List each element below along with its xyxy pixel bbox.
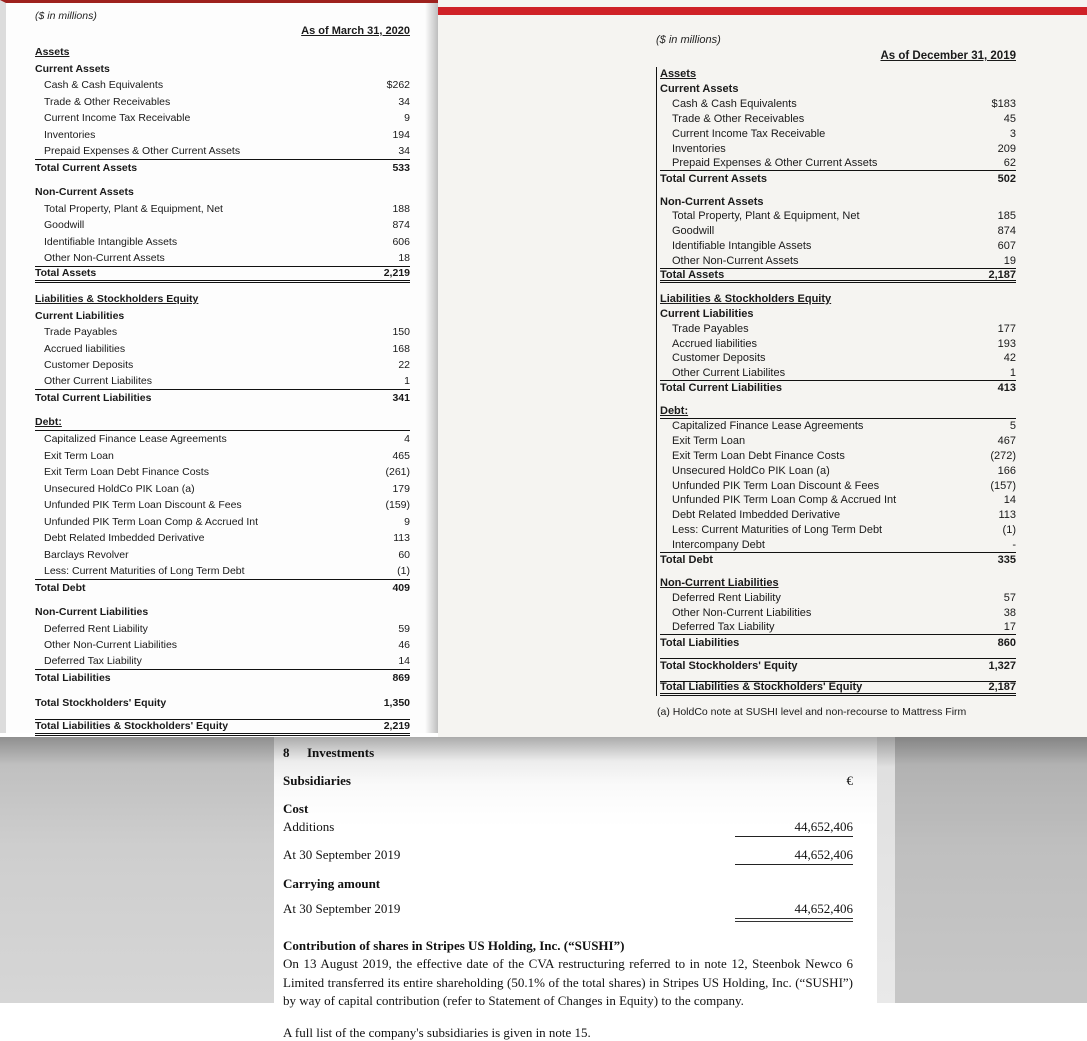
table-row: [35, 217, 410, 234]
row-label: Other Current Liabilites: [672, 366, 786, 379]
subsidiaries-label: Subsidiaries: [283, 773, 351, 788]
band-right-shade: [895, 737, 1087, 1003]
row-label: Deferred Rent Liability: [672, 591, 781, 604]
row-label: Total Current Assets: [35, 161, 138, 174]
row-label: Liabilities & Stockholders Equity: [35, 293, 199, 306]
red-divider-bar: [438, 7, 1087, 15]
row-label: Prepaid Expenses & Other Current Assets: [672, 157, 878, 170]
row-value: 3: [1009, 128, 1016, 140]
row-label: Unfunded PIK Term Loan Comp & Accrued Int: [672, 494, 897, 507]
row-spacer: [35, 176, 410, 184]
table-row: [660, 590, 1016, 605]
row-value: 502: [997, 172, 1016, 185]
contribution-paragraph: On 13 August 2019, the effective date of the CVA restructuring referred to in note 12, Steenbok Newco 6 Limited transferred its entire shareholding (50.1% of the total shares) in Stripes US Holding, Inc. (“SUSHI”) by way of capital contribution (refer to Statement of Changes in Equity) to the company.: [283, 956, 853, 1008]
balance-sheet-december-2019: [656, 34, 1016, 718]
row-value: 874: [392, 219, 410, 232]
row-value: 465: [392, 449, 410, 462]
row-label: Current Liabilities: [660, 307, 754, 320]
table-row: [35, 464, 410, 481]
table-row: [660, 291, 1016, 306]
row-label: Total Liabilities & Stockholders' Equity: [35, 720, 229, 733]
row-value: 606: [392, 235, 410, 248]
table-row: [660, 508, 1016, 523]
row-value: 60: [398, 548, 410, 561]
table-row: [283, 847, 853, 865]
row-label: Current Assets: [35, 62, 110, 75]
table-row: [35, 448, 410, 465]
row-label: Unsecured HoldCo PIK Loan (a): [44, 482, 195, 495]
row-label: Identifiable Intangible Assets: [672, 240, 812, 253]
row-spacer: [35, 407, 410, 415]
table-row: [35, 341, 410, 358]
table-row: [660, 269, 1016, 284]
row-label: Total Stockholders' Equity: [35, 696, 167, 709]
row-label: Prepaid Expenses & Other Current Assets: [44, 144, 241, 157]
table-row: [660, 658, 1016, 673]
additions-value: 44,652,406: [735, 819, 853, 837]
row-value: 113: [998, 509, 1016, 522]
table-row: [660, 478, 1016, 493]
table-row: [35, 415, 410, 432]
row-label: Goodwill: [44, 219, 85, 232]
additions-label: Additions: [283, 819, 335, 834]
row-label: Deferred Tax Liability: [44, 655, 142, 668]
carrying-amount-label: Carrying amount: [283, 876, 381, 891]
table-row: [660, 194, 1016, 209]
row-spacer: [35, 596, 410, 604]
table-row: [660, 224, 1016, 239]
row-label: Trade & Other Receivables: [44, 95, 171, 108]
row-label: Deferred Rent Liability: [44, 622, 148, 635]
row-label: Debt Related Imbedded Derivative: [672, 509, 841, 522]
table-row: [660, 448, 1016, 463]
currency-header: €: [846, 773, 853, 788]
table-row: [35, 547, 410, 564]
balance-sheet-march-2020: [0, 0, 438, 733]
table-row: [35, 291, 410, 308]
table-row: [35, 374, 410, 391]
table-row: [660, 321, 1016, 336]
table-row: [660, 366, 1016, 381]
row-value: 42: [1003, 352, 1016, 365]
table-row: [660, 404, 1016, 419]
row-label: Total Property, Plant & Equipment, Net: [672, 210, 860, 223]
row-label: Deferred Tax Liability: [672, 621, 775, 634]
row-label: Total Stockholders' Equity: [660, 659, 798, 672]
table-row: [660, 127, 1016, 142]
row-value: 1,350: [383, 696, 410, 709]
contribution-heading: Contribution of shares in Stripes US Holding, Inc. (“SUSHI”): [283, 938, 625, 953]
footnote: (a) HoldCo note at SUSHI level and non-recourse to Mattress Firm: [657, 705, 967, 718]
row-label: Exit Term Loan Debt Finance Costs: [672, 449, 845, 462]
row-value: 34: [398, 95, 410, 108]
row-value: 18: [398, 251, 410, 264]
table-row: [660, 493, 1016, 508]
row-value: 177: [997, 322, 1016, 335]
table-row: [35, 390, 410, 407]
table-row: [35, 670, 410, 687]
table-row: [35, 514, 410, 531]
row-label: Capitalized Finance Lease Agreements: [672, 420, 864, 433]
full-list-note: A full list of the company's subsidiaries is given in note 15.: [283, 1024, 591, 1040]
cost-total-label: At 30 September 2019: [283, 847, 401, 862]
row-label: Inventories: [672, 142, 726, 155]
row-value: (157): [990, 479, 1016, 492]
row-label: Debt:: [660, 404, 689, 417]
table-row: [660, 681, 1016, 696]
row-value: $183: [991, 98, 1016, 111]
row-label: Other Current Liabilites: [44, 375, 152, 388]
table-row: [660, 82, 1016, 97]
note-title: Investments: [307, 745, 375, 760]
row-value: 2,219: [383, 267, 410, 280]
row-label: Other Non-Current Liabilities: [672, 606, 812, 619]
row-value: 59: [398, 622, 410, 635]
balance-sheet-december-2019-panel: [438, 0, 1087, 737]
row-value: 1,327: [988, 659, 1016, 672]
row-spacer: [660, 650, 1016, 658]
row-value: 874: [997, 225, 1016, 238]
row-value: 193: [997, 337, 1016, 350]
table-row: [660, 419, 1016, 434]
table-row: [35, 110, 410, 127]
row-label: Unfunded PIK Term Loan Discount & Fees: [672, 479, 880, 492]
row-value: (159): [385, 499, 410, 512]
row-label: Non-Current Liabilities: [35, 606, 149, 619]
units-label: ($ in millions): [656, 34, 721, 46]
table-row: [35, 143, 410, 160]
table-row: [35, 497, 410, 514]
table-row: [35, 324, 410, 341]
row-value: (261): [385, 466, 410, 479]
table-row: [35, 77, 410, 94]
table-row: [660, 156, 1016, 171]
table-row: [35, 201, 410, 218]
row-label: Goodwill: [672, 225, 715, 238]
date-header: As of December 31, 2019: [880, 50, 1016, 62]
row-label: Exit Term Loan: [44, 449, 114, 462]
table-row: [660, 635, 1016, 650]
row-value: 166: [997, 464, 1016, 477]
row-value: 150: [392, 326, 410, 339]
row-label: Other Non-Current Assets: [672, 254, 799, 267]
row-value: 113: [393, 532, 410, 545]
row-label: Current Liabilities: [35, 309, 125, 322]
table-row: [660, 538, 1016, 553]
row-value: (1): [397, 564, 410, 577]
row-label: Current Income Tax Receivable: [672, 128, 826, 140]
table-row: [35, 160, 410, 177]
row-label: Identifiable Intangible Assets: [44, 235, 178, 248]
row-value: 1: [1009, 366, 1016, 379]
row-label: Debt Related Imbedded Derivative: [44, 532, 205, 545]
row-value: $262: [386, 79, 410, 92]
table-row: [660, 576, 1016, 591]
row-value: -: [1012, 538, 1016, 551]
note-number: 8: [283, 745, 290, 760]
page-edge-shadow: [425, 3, 438, 733]
row-value: 38: [1003, 606, 1016, 619]
row-value: 209: [997, 142, 1016, 155]
table-row: [35, 184, 410, 201]
table-row: [35, 234, 410, 251]
row-value: 533: [392, 161, 410, 174]
table-row: [35, 621, 410, 638]
row-value: 19: [1003, 254, 1016, 267]
balance-sheet-table: [656, 67, 1016, 696]
cost-total-value: 44,652,406: [735, 847, 853, 865]
table-row: [35, 604, 410, 621]
table-row: [35, 431, 410, 448]
row-value: 2,187: [988, 681, 1016, 694]
row-label: Assets: [660, 68, 697, 81]
row-label: Total Property, Plant & Equipment, Net: [44, 202, 223, 215]
table-row: [35, 94, 410, 111]
table-row: [35, 637, 410, 654]
table-row: [35, 719, 410, 736]
row-label: Current Assets: [660, 83, 739, 96]
row-label: Exit Term Loan: [672, 434, 746, 447]
table-row: [660, 336, 1016, 351]
table-row: [660, 381, 1016, 396]
row-label: Unfunded PIK Term Loan Comp & Accrued Int: [44, 515, 259, 528]
row-label: Trade Payables: [44, 326, 118, 339]
row-label: Intercompany Debt: [672, 538, 765, 551]
table-row: [35, 308, 410, 325]
row-label: Total Liabilities: [660, 636, 740, 649]
row-value: 179: [392, 482, 410, 495]
row-label: Inventories: [44, 128, 96, 141]
row-label: Total Debt: [35, 581, 86, 594]
row-value: 168: [392, 342, 410, 355]
row-label: Capitalized Finance Lease Agreements: [44, 433, 227, 446]
row-value: 4: [404, 433, 410, 446]
row-label: Total Current Assets: [660, 172, 767, 185]
balance-sheet-table: [35, 44, 410, 736]
row-label: Trade Payables: [672, 322, 749, 335]
table-row: [660, 351, 1016, 366]
row-value: 409: [392, 581, 410, 594]
table-row: [660, 553, 1016, 568]
row-value: 467: [997, 434, 1016, 447]
row-value: 22: [398, 359, 410, 372]
row-value: 185: [997, 210, 1016, 223]
row-label: Total Current Liabilities: [660, 382, 783, 395]
table-row: [35, 654, 410, 671]
row-value: 14: [398, 655, 410, 668]
table-row: [283, 819, 853, 837]
row-value: 335: [997, 554, 1016, 567]
table-row: [660, 306, 1016, 321]
row-label: Current Income Tax Receivable: [44, 112, 191, 125]
row-value: 62: [1003, 157, 1016, 170]
row-spacer: [35, 283, 410, 291]
table-row: [35, 250, 410, 267]
scanned-document-band: [0, 737, 1087, 1040]
row-value: 2,219: [383, 720, 410, 733]
table-row: [660, 67, 1016, 82]
table-row: [660, 112, 1016, 127]
note-heading: [283, 745, 853, 761]
table-row: [660, 523, 1016, 538]
row-label: Customer Deposits: [672, 352, 766, 365]
row-value: 17: [1003, 621, 1016, 634]
row-value: 607: [997, 240, 1016, 253]
row-label: Total Assets: [35, 267, 97, 280]
table-row: [660, 209, 1016, 224]
row-label: Total Liabilities: [35, 672, 111, 685]
row-spacer: [35, 687, 410, 695]
row-value: 5: [1009, 420, 1016, 433]
date-header: As of March 31, 2020: [301, 25, 410, 37]
table-row: [35, 695, 410, 712]
row-value: 188: [392, 202, 410, 215]
table-row: [35, 127, 410, 144]
row-label: Customer Deposits: [44, 359, 134, 372]
row-label: Other Non-Current Liabilities: [44, 639, 178, 652]
carrying-total-label: At 30 September 2019: [283, 901, 401, 916]
row-value: 14: [1003, 494, 1016, 507]
row-value: 9: [404, 515, 410, 528]
row-label: Cash & Cash Equivalents: [672, 98, 797, 111]
table-row: [660, 239, 1016, 254]
row-value: 1: [404, 375, 410, 388]
row-spacer: [660, 186, 1016, 194]
row-label: Less: Current Maturities of Long Term Debt: [672, 524, 883, 537]
row-spacer: [35, 711, 410, 719]
page-right-margin: [877, 737, 895, 1003]
row-spacer: [660, 396, 1016, 404]
row-label: Non-Current Assets: [35, 186, 134, 199]
cost-label: Cost: [283, 801, 309, 816]
row-value: 341: [392, 392, 410, 405]
table-row: [660, 171, 1016, 186]
row-value: 34: [398, 144, 410, 157]
table-row: [660, 605, 1016, 620]
table-row: [35, 563, 410, 580]
row-label: Non-Current Liabilities: [660, 576, 779, 589]
table-row: [283, 901, 853, 922]
row-label: Trade & Other Receivables: [672, 113, 805, 126]
table-row: [35, 61, 410, 78]
row-label: Assets: [35, 46, 70, 59]
row-label: Liabilities & Stockholders Equity: [660, 292, 832, 305]
row-value: 869: [392, 672, 410, 685]
row-spacer: [660, 568, 1016, 576]
row-label: Total Liabilities & Stockholders' Equity: [660, 681, 863, 694]
table-row: [660, 463, 1016, 478]
row-label: Accrued liabilities: [44, 342, 126, 355]
table-row: [660, 141, 1016, 156]
table-row: [35, 357, 410, 374]
row-label: Unsecured HoldCo PIK Loan (a): [672, 464, 830, 477]
row-value: 413: [997, 382, 1016, 395]
row-label: Total Debt: [660, 554, 713, 567]
row-value: 57: [1003, 591, 1016, 604]
row-label: Total Assets: [660, 268, 725, 281]
carrying-total-value: 44,652,406: [735, 901, 853, 922]
table-row: [35, 481, 410, 498]
units-label: ($ in millions): [35, 10, 97, 22]
row-label: Other Non-Current Assets: [44, 251, 165, 264]
row-value: 9: [404, 112, 410, 125]
row-spacer: [660, 283, 1016, 291]
row-label: Total Current Liabilities: [35, 392, 152, 405]
table-row: [35, 267, 410, 284]
table-row: [660, 433, 1016, 448]
table-row: [35, 580, 410, 597]
row-label: Unfunded PIK Term Loan Discount & Fees: [44, 499, 242, 512]
row-value: 45: [1003, 113, 1016, 126]
table-row: [283, 773, 853, 789]
row-label: Cash & Cash Equivalents: [44, 79, 164, 92]
row-label: Debt:: [35, 416, 62, 429]
investments-note-page: [274, 737, 877, 1040]
table-row: [35, 44, 410, 61]
row-label: Non-Current Assets: [660, 195, 764, 208]
row-value: (1): [1002, 524, 1016, 537]
row-label: Less: Current Maturities of Long Term Debt: [44, 564, 245, 577]
row-label: Exit Term Loan Debt Finance Costs: [44, 466, 209, 479]
table-row: [660, 620, 1016, 635]
row-label: Barclays Revolver: [44, 548, 129, 561]
row-value: 2,187: [988, 268, 1016, 281]
table-row: [660, 97, 1016, 112]
row-value: 860: [997, 636, 1016, 649]
row-value: 46: [398, 639, 410, 652]
row-value: 194: [392, 128, 410, 141]
table-row: [35, 530, 410, 547]
row-spacer: [660, 673, 1016, 681]
table-row: [660, 254, 1016, 269]
row-label: Accrued liabilities: [672, 337, 757, 350]
row-value: (272): [990, 449, 1016, 462]
